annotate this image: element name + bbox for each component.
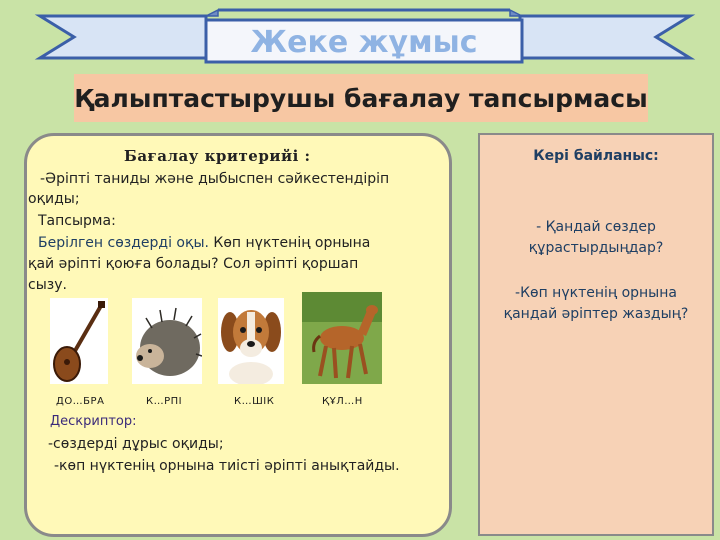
feedback-question-1-line-2: құрастырдыңдар? bbox=[528, 240, 664, 256]
task-line-2: қай әріпті қоюға болады? Сол әріпті қоршап bbox=[28, 256, 359, 272]
task-keyword: Берілген сөздерді оқы. bbox=[38, 235, 209, 251]
task-rest: Көп нүктенің орнына bbox=[208, 235, 371, 251]
task-label: Тапсырма: bbox=[38, 213, 116, 229]
criteria-title: Бағалау критерийі : bbox=[124, 147, 311, 165]
dombra-icon bbox=[50, 298, 108, 384]
criteria-text-line-1: -Әріпті таниды және дыбыспен сәйкестендіріп bbox=[40, 171, 390, 187]
hedgehog-icon bbox=[132, 298, 202, 384]
puppy-icon bbox=[218, 298, 284, 384]
criteria-text-line-2: оқиды; bbox=[28, 191, 80, 207]
word-label: К…РПІ bbox=[146, 396, 183, 407]
word-label: ДО…БРА bbox=[56, 396, 105, 407]
page-subtitle: Қалыптастырушы бағалау тапсырмасы bbox=[74, 74, 648, 122]
foal-icon bbox=[302, 292, 382, 384]
task-line-3: сызу. bbox=[28, 277, 67, 293]
word-label: ҚҰЛ…Н bbox=[322, 396, 363, 407]
feedback-title: Кері байланыс: bbox=[533, 148, 659, 164]
feedback-question-2-line-2: қандай әріптер жаздың? bbox=[503, 306, 689, 322]
descriptor-line-1: -сөздерді дұрыс оқиды; bbox=[48, 436, 224, 452]
word-label: К…ШІК bbox=[234, 396, 275, 407]
feedback-question-2-line-1: -Көп нүктенің орнына bbox=[515, 285, 677, 301]
feedback-question-1-line-1: - Қандай сөздер bbox=[536, 219, 656, 235]
descriptor-label: Дескриптор: bbox=[50, 414, 137, 429]
banner-title: Жеке жұмыс bbox=[250, 25, 478, 60]
descriptor-line-2: -көп нүктенің орнына тиісті әріпті анықтайды. bbox=[54, 458, 400, 474]
feedback-panel bbox=[478, 133, 714, 536]
task-line-1 bbox=[38, 234, 370, 253]
